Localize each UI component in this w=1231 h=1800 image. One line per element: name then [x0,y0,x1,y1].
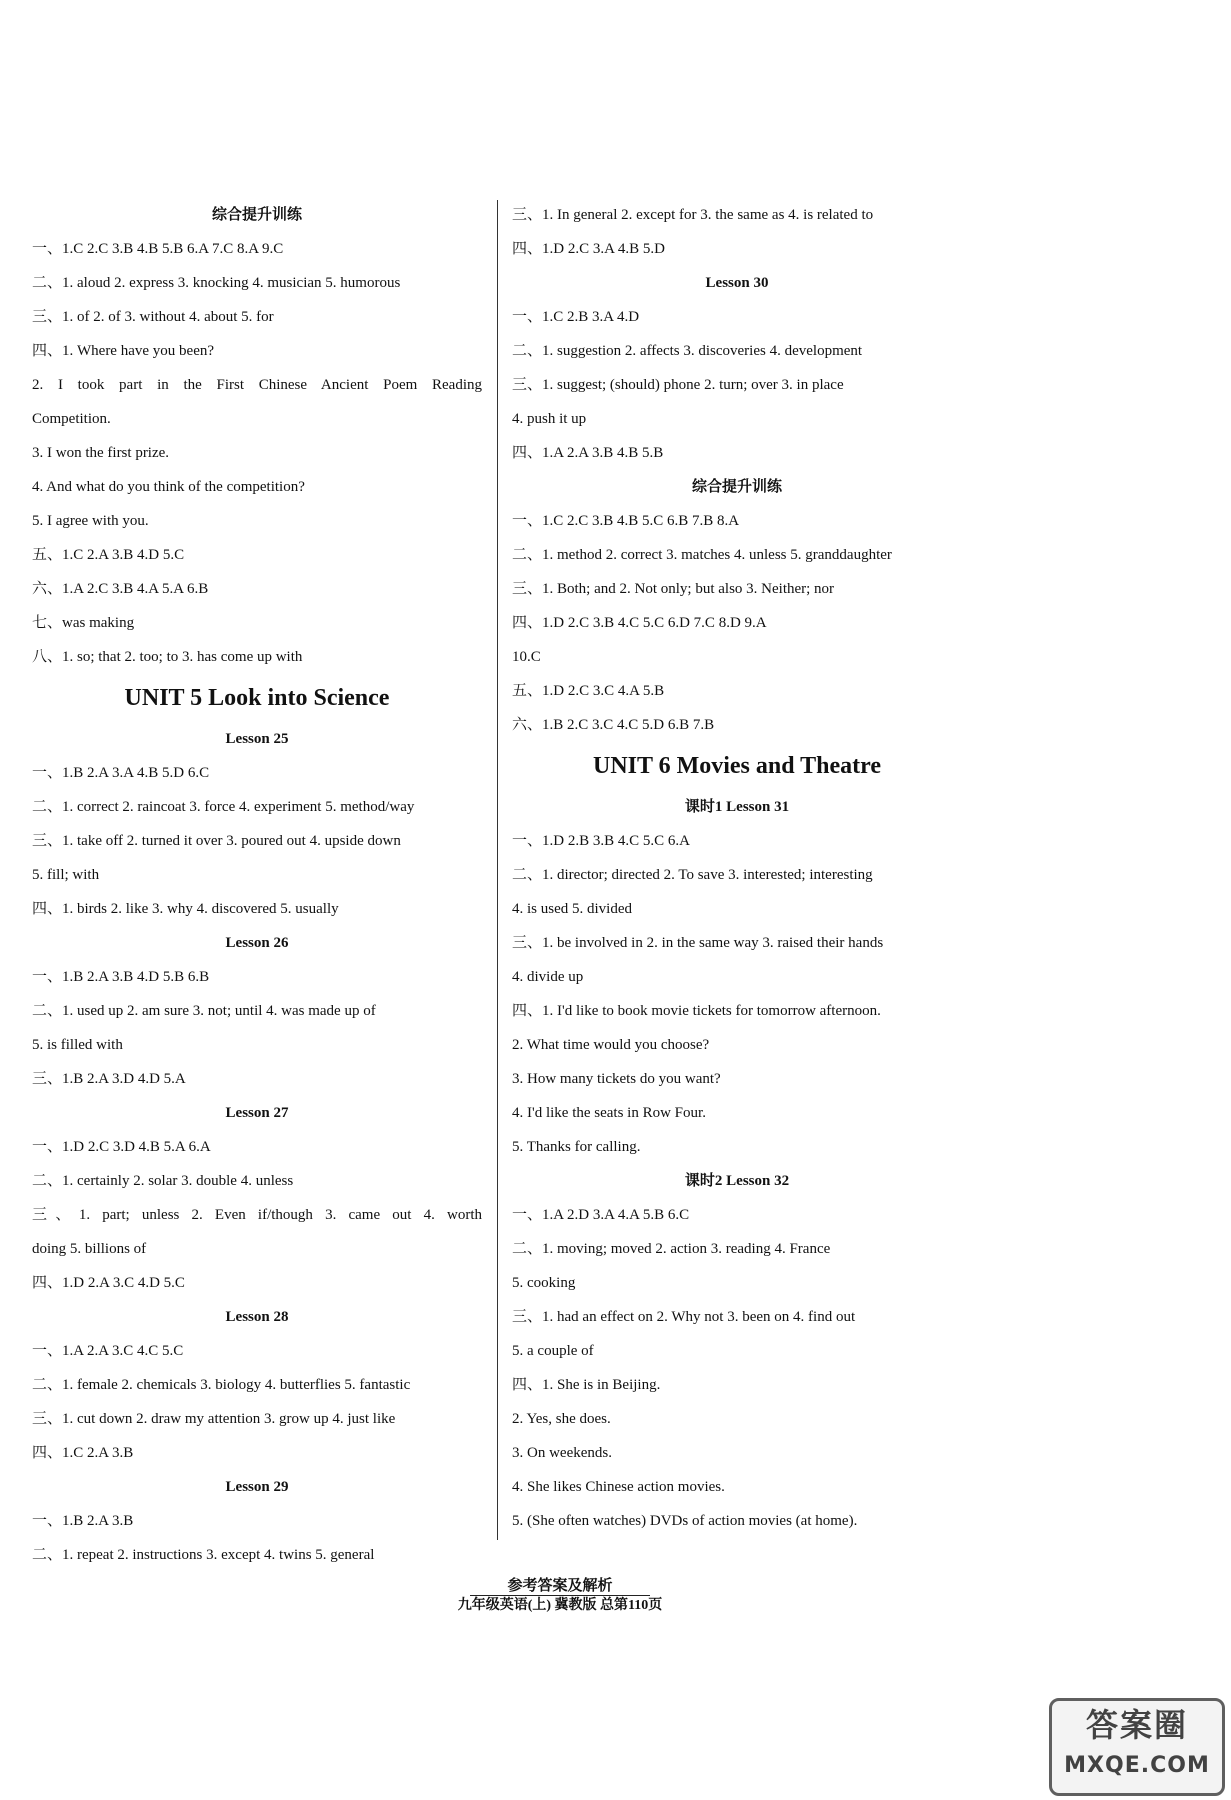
answer-line: 一、1.B 2.A 3.A 4.B 5.D 6.C [32,765,210,781]
answer-line: 七、was making [32,615,135,631]
answer-line: 4. And what do you think of the competition? [32,479,305,495]
section-heading: 综合提升训练 [211,207,302,223]
answer-line: 4. She likes Chinese action movies. [512,1479,725,1495]
answer-line: 二、1. correct 2. raincoat 3. force 4. experiment 5. method/way [32,799,415,815]
answer-line: 三、1. cut down 2. draw my attention 3. grow up 4. just like [32,1411,396,1427]
answer-line: 5. a couple of [512,1343,594,1359]
answer-line: 四、1. birds 2. like 3. why 4. discovered 5. usually [32,901,339,917]
answer-line: 5. is filled with [32,1037,123,1053]
answer-line: 四、1.A 2.A 3.B 4.B 5.B [512,445,664,461]
answer-line: 三、1. Both; and 2. Not only; but also 3. Neither; nor [512,581,835,597]
left-column [32,198,482,1572]
answer-line: 一、1.B 2.A 3.B 4.D 5.B 6.B [32,969,210,985]
answer-line: 二、1. certainly 2. solar 3. double 4. unless [32,1173,294,1189]
answer-line: 一、1.D 2.C 3.D 4.B 5.A 6.A [32,1139,211,1155]
answer-line: 二、1. used up 2. am sure 3. not; until 4. was made up of [32,1003,376,1019]
answer-line: 五、1.C 2.A 3.B 4.D 5.C [32,547,185,563]
answer-line: 二、1. female 2. chemicals 3. biology 4. butterflies 5. fantastic [32,1377,411,1393]
section-heading: Lesson 29 [225,1479,289,1495]
answer-line: 一、1.C 2.C 3.B 4.B 5.C 6.B 7.B 8.A [512,513,740,529]
answer-line: 三、1.B 2.A 3.D 4.D 5.A [32,1071,186,1087]
answer-line: 二、1. suggestion 2. affects 3. discoveries 4. development [512,343,863,359]
right-column [512,198,962,1538]
answer-line: 3. How many tickets do you want? [512,1071,721,1087]
answer-line: 三、1. suggest; (should) phone 2. turn; over 3. in place [512,377,844,393]
answer-line: 二、1. director; directed 2. To save 3. interested; interesting [512,867,873,883]
section-heading: 综合提升训练 [691,479,782,495]
answer-line: 二、1. aloud 2. express 3. knocking 4. musician 5. humorous [32,275,401,291]
watermark-logo [1049,1698,1225,1796]
answer-line: 2. What time would you choose? [512,1037,710,1053]
answer-line: 二、1. repeat 2. instructions 3. except 4. twins 5. general [32,1547,375,1563]
answer-line: 二、1. method 2. correct 3. matches 4. unless 5. granddaughter [512,547,892,563]
answer-line: 五、1.D 2.C 3.C 4.A 5.B [512,683,665,699]
answer-line: 一、1.C 2.C 3.B 4.B 5.B 6.A 7.C 8.A 9.C [32,241,284,257]
answer-line: 三、1. had an effect on 2. Why not 3. been on 4. find out [512,1309,856,1325]
watermark-bottom-text: MXQE.COM [1064,1753,1210,1778]
answer-line: 4. is used 5. divided [512,901,632,917]
answer-line: 4. divide up [512,969,584,985]
section-heading: 课时2 Lesson 32 [684,1173,790,1189]
answer-line: 四、1. She is in Beijing. [512,1377,661,1393]
answer-line: 二、1. moving; moved 2. action 3. reading 4. France [512,1241,831,1257]
answer-line: 3. I won the first prize. [32,445,170,461]
unit-title: UNIT 5 Look into Science [124,685,390,711]
answer-line: 三、1. In general 2. except for 3. the same as 4. is related to [512,207,874,223]
answer-line: 3. On weekends. [512,1445,612,1461]
answer-line: 2. Yes, she does. [512,1411,611,1427]
answer-line: 5. fill; with [32,867,100,883]
footer-page-info: 九年级英语(上) 冀教版 总第110页 [457,1598,663,1613]
section-heading: Lesson 27 [225,1105,289,1121]
answer-line: 六、1.B 2.C 3.C 4.C 5.D 6.B 7.B [512,717,715,733]
answer-line: 六、1.A 2.C 3.B 4.A 5.A 6.B [32,581,209,597]
answer-line: 一、1.B 2.A 3.B [32,1513,134,1529]
footer-title: 参考答案及解析 [507,1578,613,1594]
answer-line: 10.C [512,649,541,665]
answer-line: 一、1.D 2.B 3.B 4.C 5.C 6.A [512,833,690,849]
answer-line: Competition. [32,411,111,427]
answer-line: 四、1.C 2.A 3.B [32,1445,134,1461]
column-divider [497,200,498,1540]
answer-line: 三、1. be involved in 2. in the same way 3. raised their hands [512,935,884,951]
answer-line: 三、1. take off 2. turned it over 3. poured out 4. upside down [32,833,401,849]
answer-line: 5. I agree with you. [32,513,149,529]
answer-line: 四、1.D 2.A 3.C 4.D 5.C [32,1275,185,1291]
answer-line: 一、1.C 2.B 3.A 4.D [512,309,640,325]
answer-line: 4. I'd like the seats in Row Four. [512,1105,706,1121]
section-heading: Lesson 28 [225,1309,289,1325]
watermark-top-text: 答案圈 [1085,1706,1188,1744]
answer-line: 一、1.A 2.D 3.A 4.A 5.B 6.C [512,1207,690,1223]
answer-line: 4. push it up [512,411,587,427]
answer-line: 三、1. part; unless 2. Even if/though 3. came out 4. worth [32,1207,482,1223]
answer-line: 三、1. of 2. of 3. without 4. about 5. for [32,309,274,325]
answer-line: 四、1.D 2.C 3.B 4.C 5.C 6.D 7.C 8.D 9.A [512,615,767,631]
section-heading: Lesson 26 [225,935,289,951]
answer-line: 2. I took part in the First Chinese Ancient Poem Reading [32,377,482,393]
answer-line: 一、1.A 2.A 3.C 4.C 5.C [32,1343,184,1359]
answer-line: 四、1. Where have you been? [32,343,215,359]
section-heading: 课时1 Lesson 31 [684,799,790,815]
answer-line: 八、1. so; that 2. too; to 3. has come up with [32,649,303,665]
answer-line: 5. (She often watches) DVDs of action movies (at home). [512,1513,858,1529]
answer-line: 5. cooking [512,1275,576,1291]
unit-title: UNIT 6 Movies and Theatre [592,753,882,779]
answer-line: 5. Thanks for calling. [512,1139,641,1155]
section-heading: Lesson 30 [705,275,769,291]
answer-line: doing 5. billions of [32,1241,147,1257]
answer-line: 四、1. I'd like to book movie tickets for tomorrow afternoon. [512,1003,881,1019]
section-heading: Lesson 25 [225,731,289,747]
answer-line: 四、1.D 2.C 3.A 4.B 5.D [512,241,665,257]
